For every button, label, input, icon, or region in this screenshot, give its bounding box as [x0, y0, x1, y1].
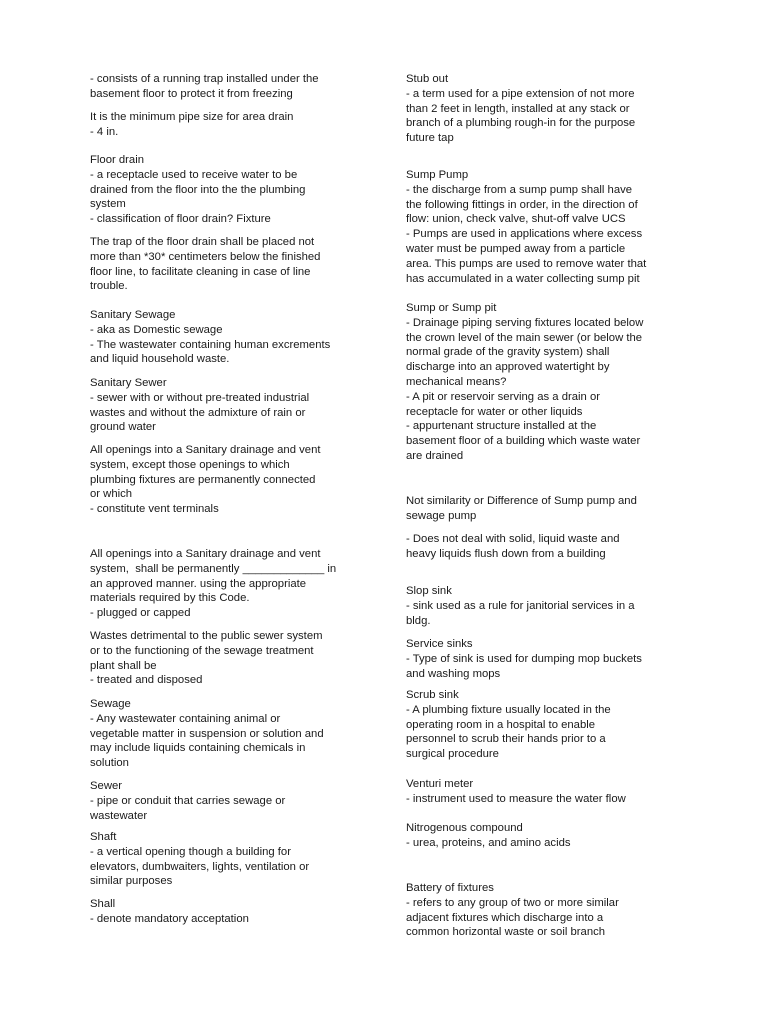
text-line: Nitrogenous compound — [406, 822, 523, 834]
text-line: and liquid household waste. — [90, 353, 230, 366]
entry-block — [90, 629, 365, 688]
text-line: - sink used as a rule for janitorial services in a — [406, 599, 635, 612]
text-line: adjacent fixtures which discharge into a — [406, 911, 604, 924]
text-line: - a term used for a pipe extension of not more — [406, 87, 635, 100]
text-line: or which — [90, 488, 133, 501]
text-line: and washing mops — [406, 667, 501, 680]
text-line: - aka as Domestic sewage — [90, 323, 223, 336]
text-line: - sewer with or without pre-treated industrial — [90, 391, 310, 404]
text-line: heavy liquids flush down from a building — [406, 547, 606, 560]
text-line: - Any wastewater containing animal or — [90, 712, 281, 725]
text-line: flow: union, check valve, shut-off valve UCS — [406, 213, 626, 226]
entry-block — [90, 72, 365, 102]
entry-block — [406, 532, 681, 562]
entry-block — [406, 584, 681, 628]
text-line: normal grade of the gravity system) shall — [406, 346, 610, 359]
entry-block — [90, 897, 365, 927]
text-line: - A pit or reservoir serving as a drain or — [406, 390, 601, 403]
text-line: mechanical means? — [406, 375, 507, 388]
text-line: or to the functioning of the sewage treatment — [90, 644, 314, 657]
text-line: - The wastewater containing human excrements — [90, 338, 331, 351]
entry-block — [90, 153, 365, 227]
text-line: - the discharge from a sump pump shall have — [406, 183, 633, 196]
entry-block — [406, 72, 681, 146]
text-line: water must be pumped away from a particle — [406, 242, 626, 255]
text-line: receptacle for water or other liquids — [406, 405, 583, 418]
text-line: - Pumps are used in applications where excess — [406, 228, 643, 241]
entry-block — [90, 697, 365, 771]
text-line: - appurtenant structure installed at the — [406, 420, 597, 433]
text-line: - urea, proteins, and amino acids — [406, 836, 571, 849]
text-line: than 2 feet in length, installed at any stack or — [406, 102, 630, 115]
text-line: area. This pumps are used to remove water that — [406, 257, 647, 270]
text-line: materials required by this Code. — [90, 592, 250, 605]
text-line: - refers to any group of two or more similar — [406, 896, 619, 909]
text-line: - Drainage piping serving fixtures located below — [406, 316, 644, 329]
text-line: Stub out — [406, 73, 449, 85]
text-line: - pipe or conduit that carries sewage or — [90, 794, 286, 807]
text-line: the crown level of the main sewer (or below the — [406, 331, 643, 344]
text-line: ground water — [90, 421, 156, 434]
text-line: - 4 in. — [90, 125, 119, 138]
text-line: - constitute vent terminals — [90, 503, 219, 516]
text-line: - plugged or capped — [90, 607, 191, 620]
text-line: sewage pump — [406, 509, 477, 522]
text-line: basement floor to protect it from freezing — [90, 87, 293, 100]
entry-block — [90, 830, 365, 889]
entry-block — [406, 881, 681, 940]
text-line: basement floor of a building which waste water — [406, 435, 641, 448]
text-line: Venturi meter — [406, 778, 474, 790]
text-line: Battery of fixtures — [406, 882, 494, 894]
text-line: - a vertical opening though a building for — [90, 845, 291, 858]
text-line: Sump Pump — [406, 169, 469, 181]
entry-block — [406, 494, 681, 524]
text-line: trouble. — [90, 280, 128, 293]
text-line: The trap of the floor drain shall be placed not — [90, 236, 315, 248]
text-line: Scrub sink — [406, 689, 459, 701]
text-line: an approved manner. using the appropriate — [90, 577, 307, 590]
text-line: future tap — [406, 132, 454, 145]
text-line: Service sinks — [406, 638, 473, 650]
text-line: branch of a plumbing rough-in for the purpose — [406, 117, 636, 130]
text-line: Shaft — [90, 831, 117, 843]
text-line: common horizontal waste or soil branch — [406, 926, 606, 939]
text-line: - a receptacle used to receive water to be — [90, 168, 298, 181]
text-line: system, shall be permanently _____________ in — [90, 562, 337, 575]
text-line: floor line, to facilitate cleaning in case of line — [90, 265, 311, 278]
text-line: are drained — [406, 449, 464, 462]
text-line: - A plumbing fixture usually located in the — [406, 703, 611, 716]
text-line: - Does not deal with solid, liquid waste and — [406, 533, 620, 545]
text-line: - Type of sink is used for dumping mop buckets — [406, 652, 642, 665]
text-line: discharge into an approved watertight by — [406, 361, 610, 374]
text-line: plumbing fixtures are permanently connected — [90, 473, 316, 486]
entry-block — [406, 777, 681, 807]
text-line: wastes and without the admixture of rain or — [90, 406, 306, 419]
entry-block — [90, 235, 365, 294]
entry-block — [90, 779, 365, 823]
text-line: Sump or Sump pit — [406, 302, 497, 314]
text-line: - classification of floor drain? Fixture — [90, 213, 271, 226]
text-line: surgical procedure — [406, 748, 499, 761]
entry-block — [90, 110, 365, 140]
entry-block — [406, 168, 681, 286]
text-line: Sanitary Sewage — [90, 309, 176, 321]
entry-block — [90, 443, 365, 517]
text-line: Floor drain — [90, 154, 144, 166]
text-line: plant shall be — [90, 659, 157, 672]
text-line: Sewage — [90, 698, 131, 710]
text-line: system, except those openings to which — [90, 458, 290, 471]
text-line: - denote mandatory acceptation — [90, 912, 249, 925]
text-line: All openings into a Sanitary drainage and vent — [90, 548, 321, 560]
text-line: elevators, dumbwaiters, lights, ventilation or — [90, 860, 310, 873]
text-line: more than *30* centimeters below the finished — [90, 250, 321, 263]
text-line: similar purposes — [90, 875, 173, 888]
text-line: may include liquids containing chemicals in — [90, 742, 306, 755]
entry-block — [406, 688, 681, 762]
text-line: personnel to scrub their hands prior to a — [406, 733, 606, 746]
entry-block — [406, 821, 681, 851]
text-line: - consists of a running trap installed under the — [90, 73, 319, 85]
text-line: has accumulated in a water collecting sump pit — [406, 272, 640, 285]
text-line: solution — [90, 757, 129, 770]
entry-block — [90, 308, 365, 367]
text-line: Shall — [90, 898, 116, 910]
text-line: Wastes detrimental to the public sewer system — [90, 630, 323, 642]
text-line: - treated and disposed — [90, 674, 203, 687]
entry-block — [90, 547, 365, 621]
text-line: system — [90, 198, 126, 211]
entry-block — [90, 376, 365, 435]
entry-block — [406, 637, 681, 681]
text-line: bldg. — [406, 614, 431, 627]
text-line: Sanitary Sewer — [90, 377, 167, 389]
text-line: vegetable matter in suspension or solution and — [90, 727, 324, 740]
text-line: operating room in a hospital to enable — [406, 718, 596, 731]
entry-block — [406, 301, 681, 464]
text-line: drained from the floor into the the plumbing — [90, 183, 306, 196]
text-line: Slop sink — [406, 585, 452, 597]
text-line: It is the minimum pipe size for area drain — [90, 111, 294, 123]
text-line: wastewater — [90, 809, 148, 822]
text-line: All openings into a Sanitary drainage and vent — [90, 444, 321, 456]
text-line: - instrument used to measure the water flow — [406, 792, 626, 805]
text-line: Not similarity or Difference of Sump pump and — [406, 495, 637, 507]
text-line: Sewer — [90, 780, 123, 792]
text-line: the following fittings in order, in the direction of — [406, 198, 638, 211]
